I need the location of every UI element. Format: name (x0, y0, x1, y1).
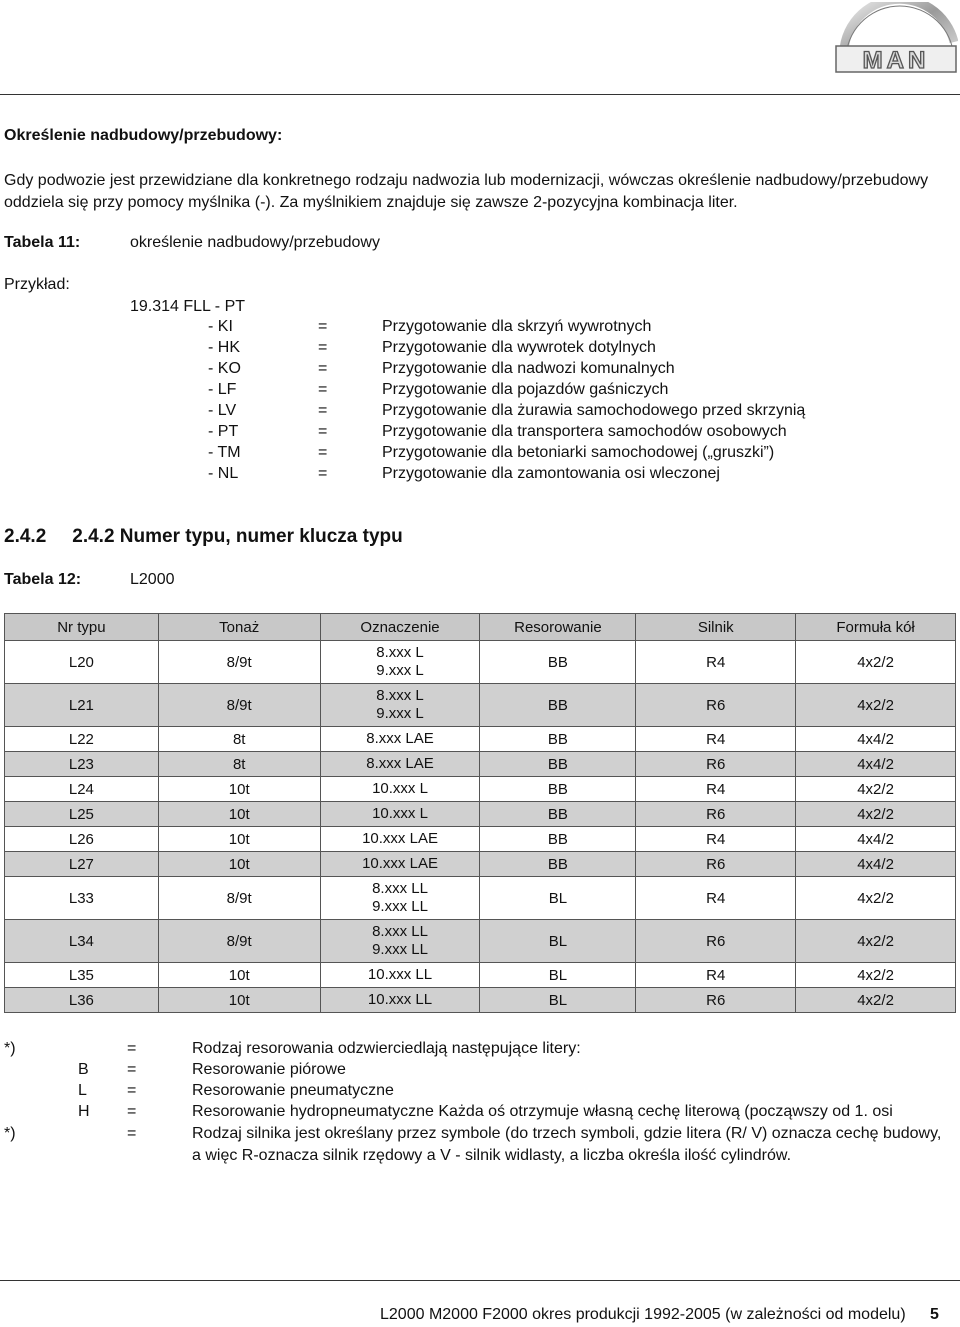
cell-silnik: R6 (636, 752, 796, 777)
col-header-formula-kol: Formuła kół (796, 614, 956, 641)
cell-silnik: R6 (636, 920, 796, 963)
logo-text: MAN (862, 47, 930, 74)
oznaczenie-line: 8.xxx LL (372, 923, 428, 940)
note-text: Rodzaj silnika jest określany przez symbole (do trzech symboli, gdzie litera (R/ V) oznacza cechę budowy, (192, 1125, 942, 1142)
definition-eq: = (318, 381, 328, 398)
cell-resorowanie: BL (480, 877, 636, 920)
note-row (0, 1061, 960, 1082)
header-rule (0, 94, 960, 95)
cell-silnik: R4 (636, 827, 796, 852)
note-symbol: H (78, 1103, 90, 1120)
cell-resorowanie: BB (480, 777, 636, 802)
oznaczenie-line: 8.xxx LAE (366, 730, 434, 747)
definition-row (0, 381, 960, 402)
cell-nr-typu: L35 (5, 963, 159, 988)
definition-row (0, 465, 960, 486)
definition-text: Przygotowanie dla zamontowania osi wleczonej (382, 465, 720, 482)
cell-oznaczenie (320, 852, 480, 877)
cell-oznaczenie (320, 727, 480, 752)
oznaczenie-line: 8.xxx L (376, 644, 424, 661)
footer-text: L2000 M2000 F2000 okres produkcji 1992-2005 (w zależności od modelu) (380, 1306, 906, 1323)
definition-code: - KO (208, 360, 241, 377)
definition-row (0, 444, 960, 465)
cell-oznaczenie (320, 920, 480, 963)
cell-oznaczenie (320, 802, 480, 827)
cell-formula-kol: 4x2/2 (796, 877, 956, 920)
col-header-resorowanie: Resorowanie (480, 614, 636, 641)
oznaczenie-line: 10.xxx LL (367, 966, 433, 983)
cell-oznaczenie (320, 963, 480, 988)
cell-tonaz: 8/9t (158, 877, 320, 920)
cell-resorowanie: BB (480, 684, 636, 727)
page-number: 5 (930, 1306, 939, 1323)
oznaczenie-line: 10.xxx LAE (362, 830, 438, 847)
cell-nr-typu: L34 (5, 920, 159, 963)
cell-resorowanie: BL (480, 988, 636, 1013)
definition-text: Przygotowanie dla pojazdów gaśniczych (382, 381, 669, 398)
footer-rule (0, 1280, 960, 1281)
cell-silnik: R4 (636, 963, 796, 988)
table-12-title: L2000 (130, 571, 175, 588)
table-row (5, 684, 956, 727)
cell-oznaczenie (320, 641, 480, 684)
table-row (5, 727, 956, 752)
cell-silnik: R4 (636, 877, 796, 920)
cell-oznaczenie (320, 684, 480, 727)
cell-nr-typu: L21 (5, 684, 159, 727)
cell-nr-typu: L25 (5, 802, 159, 827)
cell-silnik: R6 (636, 802, 796, 827)
oznaczenie-line: 10.xxx L (372, 805, 428, 822)
cell-oznaczenie (320, 988, 480, 1013)
table-11-title: określenie nadbudowy/przebudowy (130, 234, 380, 251)
cell-resorowanie: BB (480, 727, 636, 752)
table-row (5, 802, 956, 827)
cell-resorowanie: BB (480, 641, 636, 684)
cell-formula-kol: 4x2/2 (796, 802, 956, 827)
oznaczenie-line: 9.xxx L (376, 662, 424, 679)
definition-eq: = (318, 423, 328, 440)
example-model: 19.314 FLL - PT (130, 298, 246, 315)
intro-line-2: oddziela się przy pomocy myślnika (-). Za myślnikiem znajduje się zawsze 2-pozycyjna kombinacja liter. (4, 194, 738, 211)
definition-code: - KI (208, 318, 233, 335)
col-header-tonaz: Tonaż (158, 614, 320, 641)
man-lion-logo (830, 2, 958, 74)
definition-text: Przygotowanie dla żurawia samochodowego przed skrzynią (382, 402, 806, 419)
cell-silnik: R6 (636, 852, 796, 877)
cell-tonaz: 10t (158, 988, 320, 1013)
note-text: Resorowanie hydropneumatyczne Każda oś otrzymuje własną cechę literową (począwszy od 1. osi (192, 1103, 893, 1120)
cell-tonaz: 10t (158, 777, 320, 802)
note-text: Resorowanie pneumatyczne (192, 1082, 394, 1099)
note-eq: = (127, 1103, 137, 1120)
oznaczenie-line: 9.xxx L (376, 705, 424, 722)
cell-oznaczenie (320, 752, 480, 777)
note-mark: *) (4, 1125, 16, 1142)
note-eq: = (127, 1125, 137, 1142)
table-row (5, 641, 956, 684)
cell-nr-typu: L33 (5, 877, 159, 920)
definition-code: - LV (208, 402, 237, 419)
table-12-label: Tabela 12: (4, 571, 82, 588)
cell-formula-kol: 4x4/2 (796, 827, 956, 852)
table-row (5, 777, 956, 802)
definition-row (0, 318, 960, 339)
intro-paragraph (4, 170, 944, 214)
section-number: 2.4.2 (4, 526, 47, 547)
cell-silnik: R4 (636, 727, 796, 752)
table-row (5, 827, 956, 852)
cell-tonaz: 10t (158, 852, 320, 877)
cell-tonaz: 8/9t (158, 684, 320, 727)
table-row (5, 877, 956, 920)
col-header-nr-typu: Nr typu (5, 614, 159, 641)
oznaczenie-line: 8.xxx L (376, 687, 424, 704)
cell-oznaczenie (320, 877, 480, 920)
definition-eq: = (318, 318, 328, 335)
cell-tonaz: 8t (158, 752, 320, 777)
definition-code: - LF (208, 381, 237, 398)
definition-eq: = (318, 339, 328, 356)
example-label: Przykład: (4, 276, 70, 293)
table-row (5, 752, 956, 777)
type-table (4, 613, 956, 1013)
man-logo (830, 2, 958, 74)
oznaczenie-line: 10.xxx LL (367, 991, 433, 1008)
note-text: Rodzaj resorowania odzwierciedlają następujące litery: (192, 1040, 581, 1057)
note-text: a więc R-oznacza silnik rzędowy a V - silnik widlasty, a liczba określa ilość cylindrów. (192, 1147, 792, 1164)
cell-formula-kol: 4x2/2 (796, 920, 956, 963)
table-row (5, 963, 956, 988)
note-row (0, 1082, 960, 1103)
note-symbol: L (78, 1082, 87, 1099)
cell-silnik: R4 (636, 641, 796, 684)
cell-tonaz: 8t (158, 727, 320, 752)
cell-oznaczenie (320, 777, 480, 802)
cell-silnik: R4 (636, 777, 796, 802)
cell-resorowanie: BB (480, 827, 636, 852)
note-eq: = (127, 1061, 137, 1078)
definition-row (0, 339, 960, 360)
note-eq: = (127, 1040, 137, 1057)
cell-tonaz: 10t (158, 827, 320, 852)
cell-formula-kol: 4x2/2 (796, 641, 956, 684)
cell-nr-typu: L27 (5, 852, 159, 877)
intro-line-1: Gdy podwozie jest przewidziane dla konkretnego rodzaju nadwozia lub modernizacji, wówczas określenie nadbudowy/przebudowy (4, 172, 929, 189)
note-row (0, 1040, 960, 1061)
col-header-silnik: Silnik (636, 614, 796, 641)
cell-tonaz: 10t (158, 963, 320, 988)
oznaczenie-line: 10.xxx L (372, 780, 428, 797)
cell-resorowanie: BL (480, 963, 636, 988)
definition-text: Przygotowanie dla wywrotek dotylnych (382, 339, 656, 356)
definition-code: - HK (208, 339, 240, 356)
note-row (0, 1125, 960, 1146)
cell-formula-kol: 4x2/2 (796, 777, 956, 802)
oznaczenie-line: 10.xxx LAE (362, 855, 438, 872)
cell-resorowanie: BB (480, 802, 636, 827)
cell-formula-kol: 4x4/2 (796, 852, 956, 877)
definition-row (0, 402, 960, 423)
oznaczenie-line: 8.xxx LAE (366, 755, 434, 772)
cell-formula-kol: 4x4/2 (796, 752, 956, 777)
section-title (4, 526, 403, 548)
definition-text: Przygotowanie dla betoniarki samochodowej („gruszki”) (382, 444, 775, 461)
cell-silnik: R6 (636, 988, 796, 1013)
note-eq: = (127, 1082, 137, 1099)
cell-tonaz: 10t (158, 802, 320, 827)
cell-oznaczenie (320, 827, 480, 852)
cell-silnik: R6 (636, 684, 796, 727)
definition-text: Przygotowanie dla nadwozi komunalnych (382, 360, 675, 377)
definition-row (0, 423, 960, 444)
cell-formula-kol: 4x2/2 (796, 963, 956, 988)
note-row (0, 1103, 960, 1124)
cell-nr-typu: L26 (5, 827, 159, 852)
section-title-text: 2.4.2 Numer typu, numer klucza typu (72, 526, 403, 547)
cell-nr-typu: L20 (5, 641, 159, 684)
definition-eq: = (318, 444, 328, 461)
table-11-label: Tabela 11: (4, 234, 81, 251)
table-row (5, 852, 956, 877)
cell-nr-typu: L24 (5, 777, 159, 802)
col-header-oznaczenie: Oznaczenie (320, 614, 480, 641)
definition-eq: = (318, 465, 328, 482)
section-heading: Określenie nadbudowy/przebudowy: (4, 127, 283, 144)
note-row (0, 1147, 960, 1168)
note-symbol: B (78, 1061, 89, 1078)
oznaczenie-line: 8.xxx LL (372, 880, 428, 897)
definition-code: - NL (208, 465, 239, 482)
definition-code: - PT (208, 423, 239, 440)
note-text: Resorowanie piórowe (192, 1061, 346, 1078)
oznaczenie-line: 9.xxx LL (372, 898, 428, 915)
cell-formula-kol: 4x2/2 (796, 988, 956, 1013)
cell-formula-kol: 4x4/2 (796, 727, 956, 752)
table-header-row (5, 614, 956, 641)
cell-resorowanie: BB (480, 752, 636, 777)
oznaczenie-line: 9.xxx LL (372, 941, 428, 958)
cell-nr-typu: L36 (5, 988, 159, 1013)
cell-tonaz: 8/9t (158, 920, 320, 963)
definition-code: - TM (208, 444, 241, 461)
table-row (5, 920, 956, 963)
definition-text: Przygotowanie dla skrzyń wywrotnych (382, 318, 652, 335)
definition-eq: = (318, 402, 328, 419)
note-mark: *) (4, 1040, 16, 1057)
cell-tonaz: 8/9t (158, 641, 320, 684)
cell-formula-kol: 4x2/2 (796, 684, 956, 727)
table-row (5, 988, 956, 1013)
cell-nr-typu: L23 (5, 752, 159, 777)
definition-eq: = (318, 360, 328, 377)
definition-row (0, 360, 960, 381)
definition-text: Przygotowanie dla transportera samochodów osobowych (382, 423, 787, 440)
cell-nr-typu: L22 (5, 727, 159, 752)
cell-resorowanie: BB (480, 852, 636, 877)
cell-resorowanie: BL (480, 920, 636, 963)
